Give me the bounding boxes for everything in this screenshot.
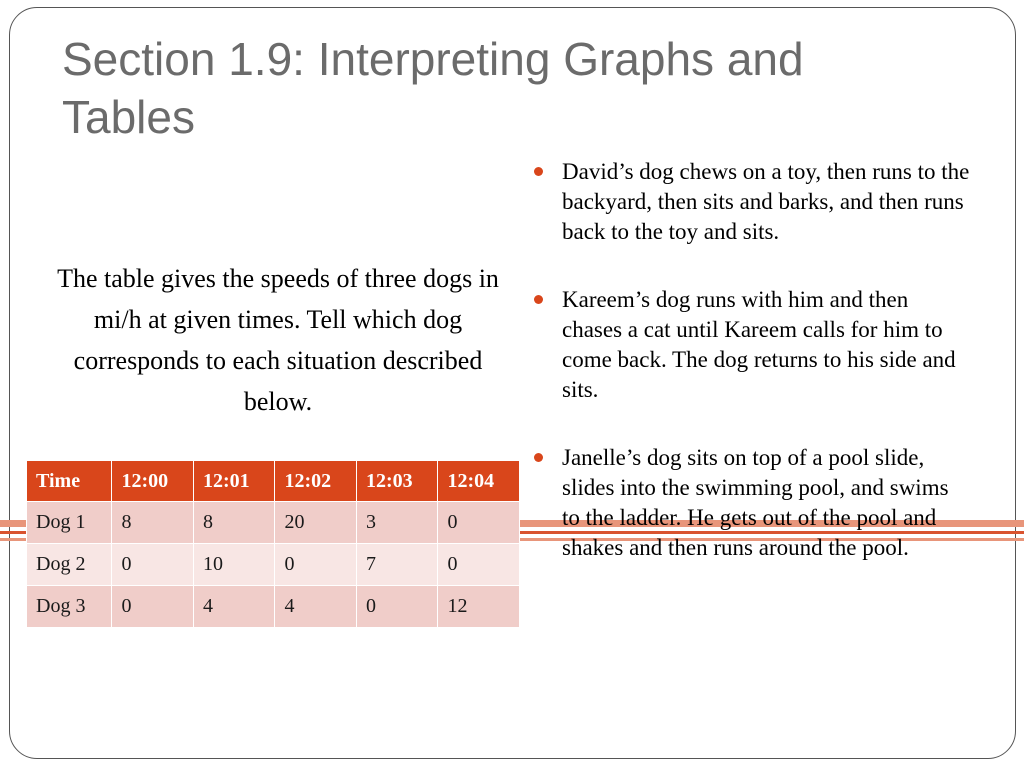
table-cell: Dog 3 [27,586,112,628]
table-cell: 20 [275,502,357,544]
table-cell: 0 [275,544,357,586]
slide-title: Section 1.9: Interpreting Graphs and Tables [62,33,804,143]
table-cell: 0 [356,586,438,628]
situation-item-david [532,157,972,247]
table-row [27,502,520,544]
speed-table [26,460,520,628]
situation-item-kareem [532,285,972,405]
table-header-row [27,461,520,502]
table-cell: 7 [356,544,438,586]
header-cell: 12:01 [193,461,275,502]
table-cell: 0 [438,544,520,586]
header-cell: 12:02 [275,461,357,502]
table-cell: 0 [112,586,194,628]
table-cell: 8 [193,502,275,544]
header-cell: 12:04 [438,461,520,502]
table-cell: 10 [193,544,275,586]
situation-list [532,157,972,601]
header-cell: 12:00 [112,461,194,502]
situation-text: Janelle’s dog sits on top of a pool slide, slides into the swimming pool, and swims to the ladder. He gets out of the pool and shakes and then runs around the pool. [562,445,949,560]
header-cell: Time [27,461,112,502]
table-cell: Dog 2 [27,544,112,586]
table-cell: 4 [193,586,275,628]
table-row [27,544,520,586]
bullet-dot-icon [534,295,543,304]
bullet-dot-icon [534,167,543,176]
table-cell: 4 [275,586,357,628]
table-cell: 8 [112,502,194,544]
table-cell: 0 [438,502,520,544]
bullet-dot-icon [534,453,543,462]
table-cell: 3 [356,502,438,544]
header-cell: 12:03 [356,461,438,502]
situation-item-janelle [532,443,972,563]
situation-text: Kareem’s dog runs with him and then chases a cat until Kareem calls for him to come back. The dog returns to his side and sits. [562,287,956,402]
table-cell: 0 [112,544,194,586]
table-cell: 12 [438,586,520,628]
table-cell: Dog 1 [27,502,112,544]
table-row [27,586,520,628]
intro-text: The table gives the speeds of three dogs in mi/h at given times. Tell which dog corresponds to each situation described below. [57,264,499,416]
situation-text: David’s dog chews on a toy, then runs to the backyard, then sits and barks, and then runs back to the toy and sits. [562,159,970,244]
